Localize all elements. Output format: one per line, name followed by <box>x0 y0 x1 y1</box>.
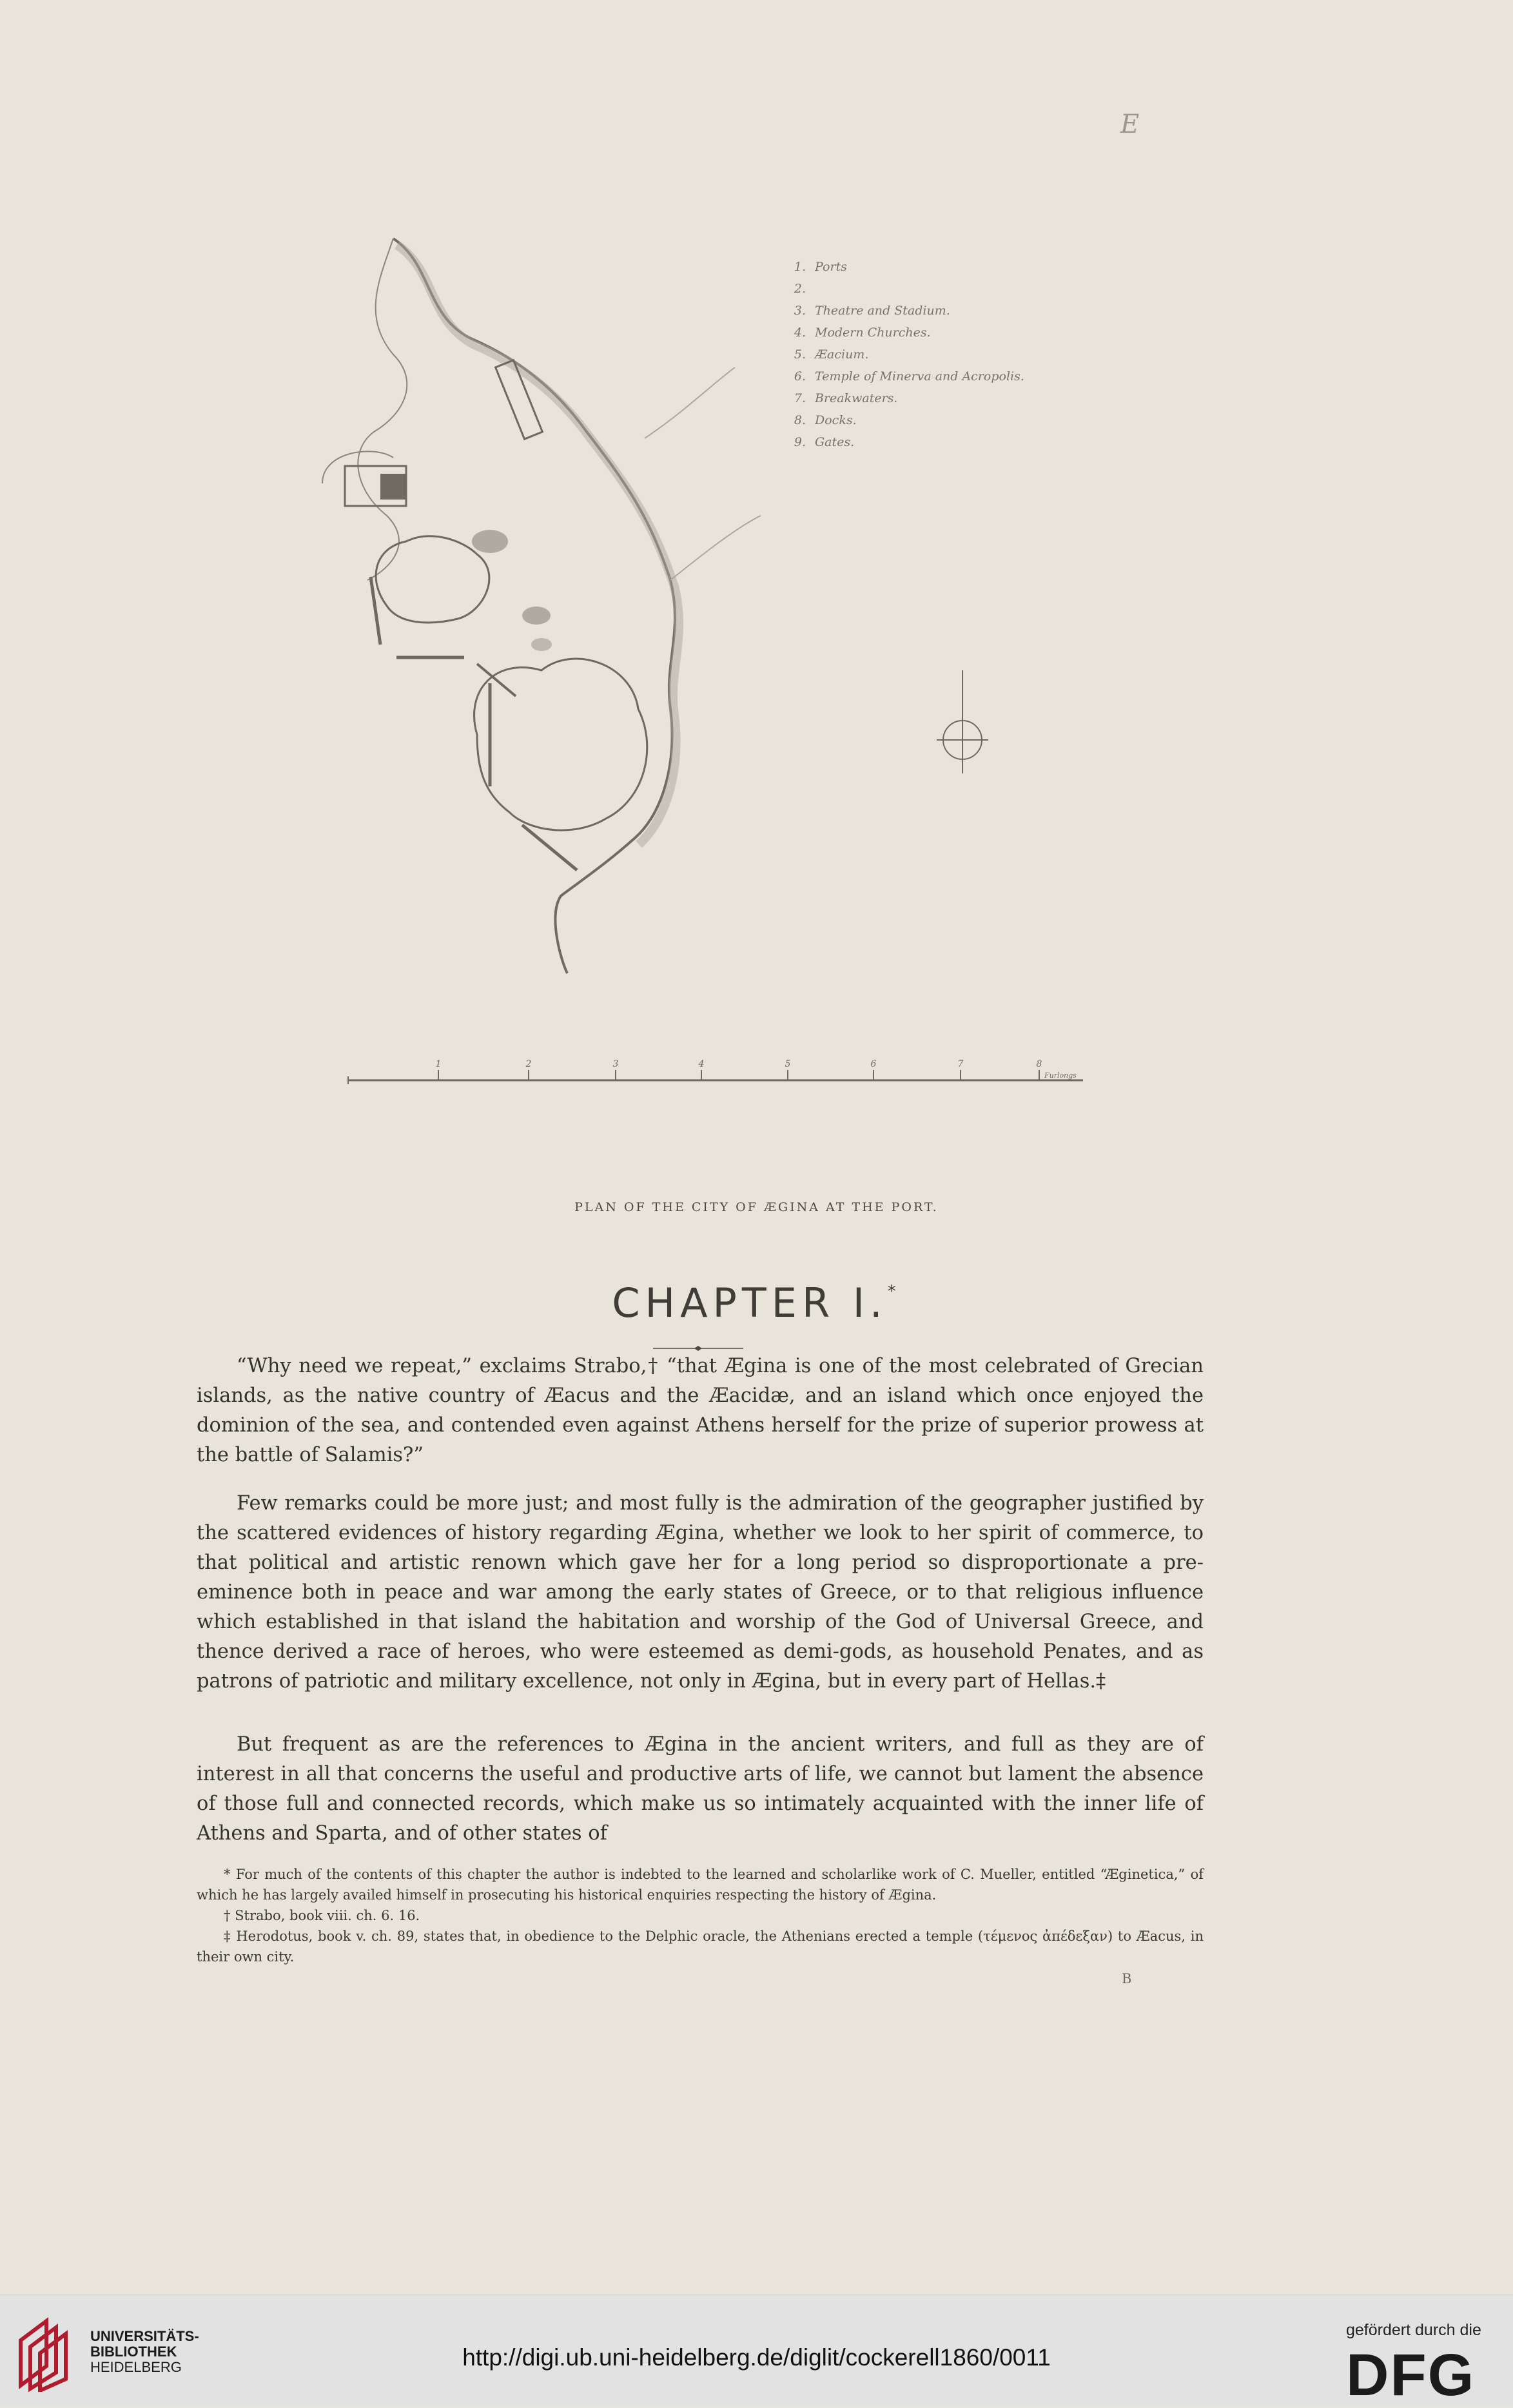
scale-tick-label: 7 <box>957 1059 964 1069</box>
viewer-footer <box>0 2295 1513 2407</box>
legend-row: 9. Gates. <box>794 435 855 449</box>
legend-row: 7. Breakwaters. <box>794 391 898 405</box>
paragraph-1: “Why need we repeat,” exclaims Strabo,† “that Ægina is one of the most celebrated of Grecian islands, as the native country of Æacus and the Æacidæ, and an island which once enjoyed the dominion of the sea, and contended even against Athens herself for the prize of superior prowess at the battle of Salamis?” <box>197 1355 1204 1466</box>
scale-tick-label: 5 <box>785 1059 791 1069</box>
footnotes <box>197 1864 1204 1967</box>
legend-row: 1. 2. Ports <box>794 260 847 296</box>
signature-mark: B <box>1122 1971 1132 1986</box>
scale-tick-label: 3 <box>612 1059 619 1069</box>
footnote: † Strabo, book viii. ch. 6. 16. <box>224 1908 420 1923</box>
legend-row: 5. Æacium. <box>794 347 869 362</box>
scale-tick-label: 1 <box>435 1059 442 1069</box>
footnote: ‡ Herodotus, book v. ch. 89, states that, in obedience to the Delphic oracle, the Athenians erected a temple (τέμενος ἀπέδεξαν) to Æacus, in their own city. <box>197 1928 1204 1965</box>
map-scale-bar <box>348 1059 1083 1084</box>
legend-row: 3. Theatre and Stadium. <box>794 304 950 318</box>
compass-rose-icon <box>937 670 988 773</box>
scale-unit-label: Furlongs <box>1044 1071 1077 1080</box>
permalink-url[interactable]: http://digi.ub.uni-heidelberg.de/diglit/cockerell1860/0011 <box>462 2344 1051 2371</box>
funder-text: gefördert durch die <box>1346 2321 1481 2339</box>
scale-tick-label: 6 <box>870 1059 877 1069</box>
scale-tick-label: 8 <box>1036 1059 1042 1069</box>
map-legend <box>780 256 1024 453</box>
library-name: UNIVERSITÄTS- BIBLIOTHEK HEIDELBERG <box>90 2328 199 2375</box>
legend-row: 6. Temple of Minerva and Acropolis. <box>794 369 1024 384</box>
legend-row: 8. Docks. <box>794 413 857 427</box>
legend-row: 4. Modern Churches. <box>794 325 931 340</box>
scale-tick-label: 2 <box>525 1059 532 1069</box>
scale-tick-label: 4 <box>698 1059 705 1069</box>
paragraph-3: But frequent as are the references to Ægina in the ancient writers, and full as they are of interest in all that concerns the useful and productive arts of life, we cannot but lament the absence of those full and connected records, which make us so intimately acquainted with the inner life of Athens and Sparta, and of other states of <box>197 1733 1204 1845</box>
dfg-logo[interactable]: DFG <box>1346 2342 1476 2408</box>
divider-ornament-icon <box>653 1345 743 1352</box>
map-caption: PLAN OF THE CITY OF ÆGINA AT THE PORT. <box>574 1200 939 1214</box>
chapter-title: CHAPTER I. <box>612 1279 888 1326</box>
footnote: * For much of the contents of this chapter the author is indebted to the learned and scholarlike work of C. Mueller, entitled “Æginetica,” of which he has largely availed himself in prosecuting his historical enquiries respecting the history of Ægina. <box>197 1867 1204 1903</box>
corner-pencil-mark: E <box>1120 110 1140 139</box>
paragraph-2: Few remarks could be more just; and most fully is the admiration of the geographer justified by the scattered evidences of history regarding Ægina, whether we look to her spirit of commerce, to that political and artistic renown which gave her for a long period so disproportionate a pre-eminence both in peace and war among the early states of Greece, or to that religious influence which established in that island the habitation and worship of the God of Universal Greece, and thence derived a race of heroes, who were esteemed as demi-gods, as household Penates, and as patrons of patriotic and military excellence, not only in Ægina, but in every part of Hellas.‡ <box>197 1492 1204 1693</box>
footnote-marker: * <box>887 1282 901 1301</box>
chapter-heading <box>0 1279 1513 1326</box>
